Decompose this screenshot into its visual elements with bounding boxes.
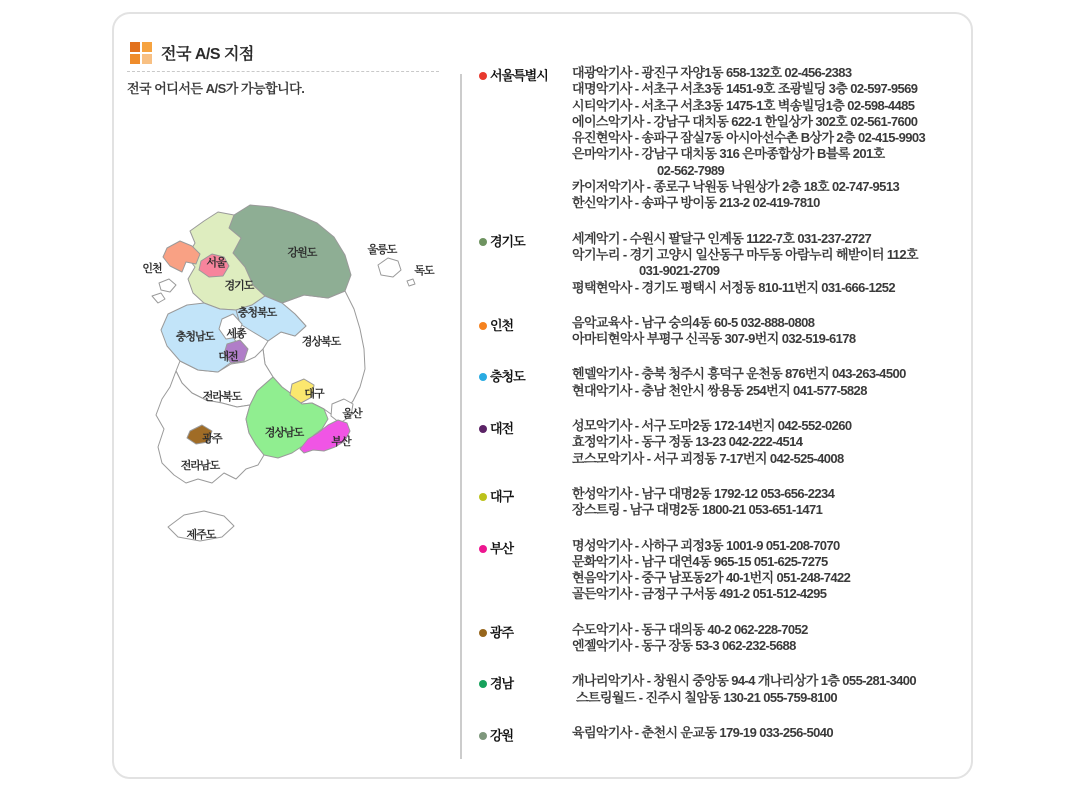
map-island-west1 [159, 279, 176, 292]
shop-line: 아마티현악사 부평구 신곡동 307-9번지 032-519-6178 [572, 331, 856, 347]
shop-line: 에이스악기사 - 강남구 대치동 622-1 한일상가 302호 02-561-7600 [572, 113, 918, 129]
map-label-daegu: 대구 [304, 388, 324, 400]
region-label: 인천 [490, 317, 514, 333]
map-label-jeonnam: 전라남도 [180, 460, 220, 472]
shop-line: 악기누리 - 경기 고양시 일산동구 마두동 아람누리 해받이터 112호 [572, 246, 918, 262]
map-label-sejong: 세종 [226, 328, 246, 340]
shop-line: 평택현악사 - 경기도 평택시 서정동 810-11번지 031-666-1252 [572, 279, 896, 295]
shop-line: 골든악기사 - 금정구 구서동 491-2 051-512-4295 [572, 586, 827, 602]
shop-line: 수도악기사 - 동구 대의동 40-2 062-228-7052 [572, 621, 808, 637]
region-shop-lines [572, 315, 974, 348]
region-header [479, 315, 572, 348]
shop-line: 02-562-7989 [657, 162, 725, 178]
region-bullet-icon [479, 322, 487, 330]
region-shop-lines [572, 366, 974, 399]
region-label: 경기도 [490, 233, 525, 249]
map-label-ulleungdo: 울릉도 [367, 244, 397, 256]
region-header [479, 673, 572, 706]
region-shop-lines [572, 538, 974, 603]
shop-line: 현대악기사 - 충남 천안시 쌍용동 254번지 041-577-5828 [572, 382, 867, 398]
shop-line: 대광악기사 - 광진구 자양1동 658-132호 02-456-2383 [572, 65, 852, 80]
shop-line: 은마악기사 - 강남구 대치동 316 은마종합상가 B블록 201호 [572, 146, 885, 162]
region-shop-lines [572, 725, 974, 744]
region-header [479, 538, 572, 603]
region-section [479, 725, 974, 744]
region-header [479, 65, 572, 212]
region-label: 강원 [490, 727, 514, 743]
shop-line: 명성악기사 - 사하구 괴정3동 1001-9 051-208-7070 [572, 537, 840, 553]
as-locations-card [112, 12, 973, 779]
region-shop-lines [572, 486, 974, 519]
shop-line: 유진현악사 - 송파구 잠실7동 아시아선수촌 B상가 2층 02-415-9903 [572, 130, 926, 146]
shop-line: 현음악기사 - 중구 남포동2가 40-1번지 051-248-7422 [572, 570, 851, 586]
region-header [479, 622, 572, 655]
region-shop-lines [572, 622, 974, 655]
column-divider [460, 74, 462, 759]
map-label-daejeon: 대전 [218, 351, 238, 363]
shop-line: 성모악기사 - 서구 도마2동 172-14번지 042-552-0260 [572, 418, 852, 434]
region-section [479, 622, 974, 655]
region-label: 대전 [490, 421, 514, 437]
intro-text: 전국 어디서든 A/S가 가능합니다. [127, 81, 305, 96]
region-shop-lines [572, 231, 974, 296]
map-label-jeonbuk: 전라북도 [202, 391, 242, 403]
region-label: 대구 [490, 488, 514, 504]
shop-line: 시티악기사 - 서초구 서초3동 1475-1호 벽송빌딩1층 02-598-4485 [572, 97, 915, 113]
shop-line: 대명악기사 - 서초구 서초3동 1451-9호 조광빌딩 3층 02-597-9569 [572, 81, 918, 97]
map-label-seoul: 서울 [206, 257, 226, 269]
region-label: 부산 [490, 540, 514, 556]
region-label: 광주 [490, 624, 514, 640]
region-section [479, 486, 974, 519]
region-label: 경남 [490, 676, 514, 692]
region-bullet-icon [479, 493, 487, 501]
shop-line: 스트링월드 - 진주시 칠암동 130-21 055-759-8100 [576, 689, 837, 705]
region-section [479, 418, 974, 467]
region-label: 서울특별시 [490, 68, 548, 83]
region-bullet-icon [479, 680, 487, 688]
map-label-gyeonggi: 경기도 [224, 280, 254, 292]
region-header [479, 366, 572, 399]
service-region-list [479, 65, 974, 763]
shop-line: 엔젤악기사 - 동구 장동 53-3 062-232-5688 [572, 638, 796, 654]
shop-line: 한성악기사 - 남구 대명2동 1792-12 053-656-2234 [572, 485, 835, 501]
region-section [479, 315, 974, 348]
map-label-incheon: 인천 [142, 263, 162, 275]
region-bullet-icon [479, 373, 487, 381]
dashed-divider [127, 71, 439, 72]
region-bullet-icon [479, 238, 487, 246]
shop-line: 개나리악기사 - 창원시 중앙동 94-4 개나리상가 1층 055-281-3400 [572, 673, 917, 689]
region-section [479, 366, 974, 399]
region-section [479, 673, 974, 706]
shop-line: 문화악기사 - 남구 대연4동 965-15 051-625-7275 [572, 553, 828, 569]
map-label-ulsan: 울산 [342, 408, 362, 420]
region-shop-lines [572, 418, 974, 467]
shop-line: 031-9021-2709 [639, 263, 720, 279]
map-island-ulleungdo [378, 258, 401, 277]
map-label-gwangju: 광주 [202, 433, 222, 445]
shop-line: 육림악기사 - 춘천시 운교동 179-19 033-256-5040 [572, 724, 833, 740]
shop-line: 음악교육사 - 남구 숭의4동 60-5 032-888-0808 [572, 314, 815, 330]
map-label-chungbuk: 충청북도 [237, 307, 277, 319]
region-header [479, 486, 572, 519]
region-header [479, 725, 572, 744]
shop-line: 장스트링 - 남구 대명2동 1800-21 053-651-1471 [572, 502, 823, 518]
region-header [479, 418, 572, 467]
region-section [479, 65, 974, 212]
region-bullet-icon [479, 425, 487, 433]
map-label-busan: 부산 [331, 436, 351, 448]
map-label-gyeongnam: 경상남도 [264, 427, 304, 439]
orange-grid-icon [130, 42, 152, 64]
region-header [479, 231, 572, 296]
map-island-dokdo [407, 279, 415, 286]
card-header [130, 41, 254, 64]
map-label-gyeongbuk: 경상북도 [301, 336, 341, 348]
region-label: 충청도 [490, 369, 525, 385]
region-bullet-icon [479, 545, 487, 553]
shop-line: 효정악기사 - 동구 정동 13-23 042-222-4514 [572, 434, 803, 450]
page-title: 전국 A/S 지점 [161, 46, 254, 63]
shop-line: 한신악기사 - 송파구 방이동 213-2 02-419-7810 [572, 195, 820, 211]
shop-line: 세계악기 - 수원시 팔달구 인계동 1122-7호 031-237-2727 [572, 230, 872, 246]
region-shop-lines [572, 673, 974, 706]
shop-line: 코스모악기사 - 서구 괴정동 7-17번지 042-525-4008 [572, 450, 844, 466]
region-section [479, 231, 974, 296]
shop-line: 헨델악기사 - 충북 청주시 흥덕구 운천동 876번지 043-263-4500 [572, 366, 906, 382]
korea-map [132, 197, 452, 567]
region-shop-lines [572, 65, 974, 212]
region-bullet-icon [479, 72, 487, 80]
map-label-gangwon: 강원도 [287, 247, 317, 259]
region-bullet-icon [479, 629, 487, 637]
shop-line: 카이저악기사 - 종로구 낙원동 낙원상가 2층 18호 02-747-9513 [572, 179, 900, 195]
region-bullet-icon [479, 732, 487, 740]
region-section [479, 538, 974, 603]
map-label-jeju: 제주도 [186, 529, 216, 541]
map-island-west2 [152, 293, 165, 303]
map-label-dokdo: 독도 [414, 265, 434, 277]
map-label-chungnam: 충청남도 [175, 331, 215, 343]
